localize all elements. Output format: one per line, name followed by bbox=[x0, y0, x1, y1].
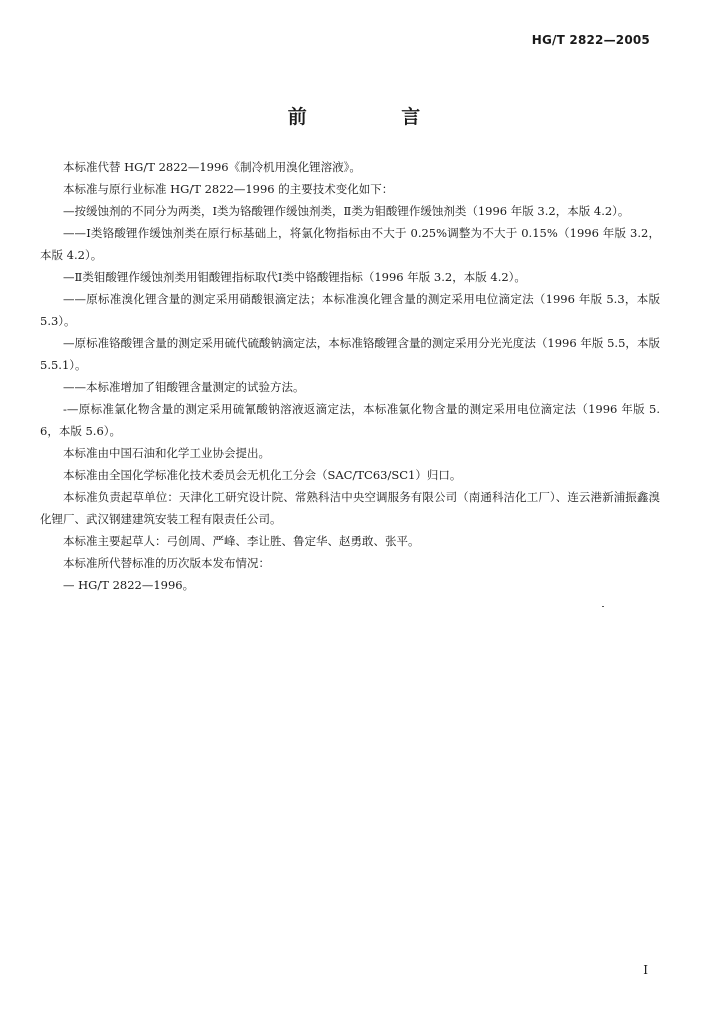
paragraph-changes-intro: 本标准与原行业标准 HG/T 2822—1996 的主要技术变化如下： bbox=[63, 182, 394, 196]
paragraph-change-item: —原标准铬酸锂含量的测定采用硫代硫酸钠滴定法，本标准铬酸锂含量的测定采用分光光度法（1996 年版 5.5，本版 5.5.1）。 bbox=[40, 336, 660, 372]
paragraph-change-item: —Ⅱ类钼酸锂作缓蚀剂类用钼酸锂指标取代Ⅰ类中铬酸锂指标（1996 年版 3.2，本版 4.2）。 bbox=[63, 270, 526, 284]
page-number: I bbox=[643, 963, 648, 977]
paragraph-proposed-by: 本标准由中国石油和化学工业协会提出。 bbox=[63, 446, 270, 460]
scan-speck bbox=[602, 606, 604, 607]
paragraph-change-item: ——原标准溴化锂含量的测定采用硝酸银滴定法；本标准溴化锂含量的测定采用电位滴定法（1996 年版 5.3，本版 5.3）。 bbox=[40, 292, 660, 328]
paragraph-drafters: 本标准主要起草人：弓创周、严峰、李让胜、鲁定华、赵勇敢、张平。 bbox=[63, 534, 420, 548]
paragraph-change-item: ——本标准增加了钼酸锂含量测定的试验方法。 bbox=[63, 380, 305, 394]
paragraph-change-item: —按缓蚀剂的不同分为两类，Ⅰ类为铬酸锂作缓蚀剂类，Ⅱ类为钼酸锂作缓蚀剂类（1996 年版 3.2，本版 4.2）。 bbox=[63, 204, 630, 218]
paragraph-replaces: 本标准代替 HG/T 2822—1996《制冷机用溴化锂溶液》。 bbox=[63, 160, 361, 174]
paragraph-under-jurisdiction: 本标准由全国化学标准化技术委员会无机化工分会（SAC/TC63/SC1）归口。 bbox=[63, 468, 462, 482]
paragraph-drafting-units: 本标准负责起草单位：天津化工研究设计院、常熟科洁中央空调服务有限公司（南通科洁化工厂）、连云港新浦振鑫溴化锂厂、武汉钢建建筑安装工程有限责任公司。 bbox=[40, 490, 660, 526]
paragraph-history-intro: 本标准所代替标准的历次版本发布情况： bbox=[63, 556, 270, 570]
paragraph-history-item: — HG/T 2822—1996。 bbox=[63, 578, 195, 592]
paragraph-change-item: ——Ⅰ类铬酸锂作缓蚀剂类在原行标基础上，将氯化物指标由不大于 0.25%调整为不大于 0.15%（1996 年版 3.2，本版 4.2）。 bbox=[40, 226, 660, 262]
page-title: 前 言 bbox=[287, 106, 465, 128]
standard-code-header: HG/T 2822—2005 bbox=[531, 33, 650, 47]
foreword-body bbox=[40, 156, 660, 596]
paragraph-change-item: -—原标准氯化物含量的测定采用硫氰酸钠溶液返滴定法，本标准氯化物含量的测定采用电位滴定法（1996 年版 5.6，本版 5.6）。 bbox=[40, 402, 660, 438]
